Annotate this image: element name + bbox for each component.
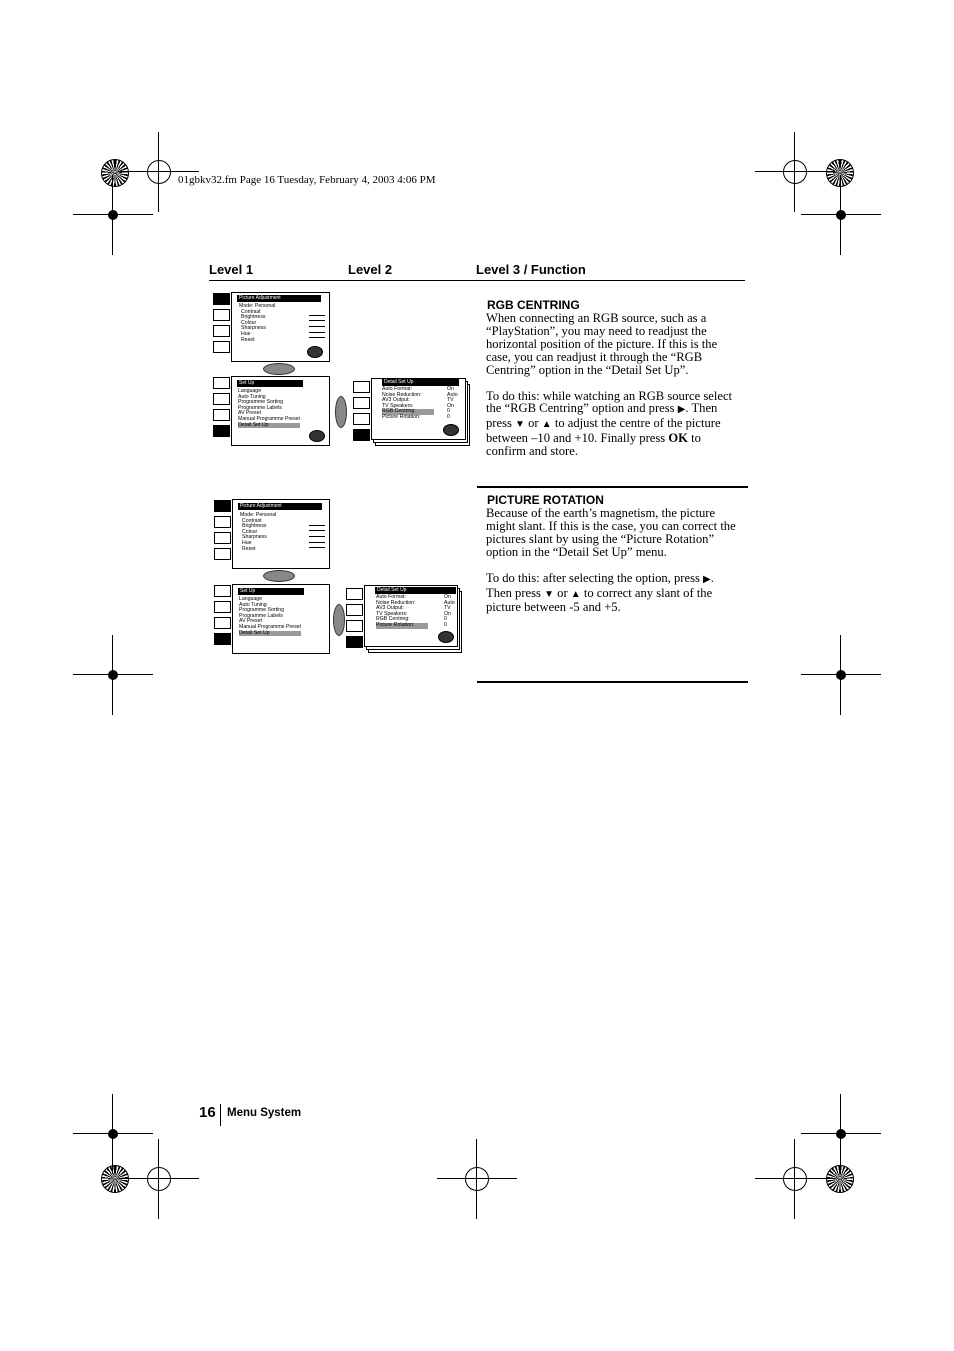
menu-value: Auto — [447, 391, 458, 398]
level-header — [209, 262, 745, 281]
down-arrow-icon: ▼ — [515, 419, 525, 431]
text-run: or — [557, 585, 568, 600]
menu-tabs — [213, 377, 231, 441]
menu-list — [239, 304, 275, 343]
menu-item: Colour — [241, 319, 257, 326]
crosshair-icon — [829, 663, 853, 687]
ok-button-icon — [443, 424, 459, 436]
picture-rotation-text — [486, 507, 738, 614]
slider-bar — [309, 536, 325, 537]
paragraph: Because of the earth’s magnetism, the picture might slant. If this is the case, you can correct the pictures slant by using the “Picture Rotation” option in the “Detail Set Up” menu. — [486, 506, 736, 559]
menu-tabs — [346, 588, 364, 652]
footer-label: Menu System — [227, 1107, 302, 1119]
picture-icon — [213, 377, 230, 389]
right-arrow-icon: ▶ — [677, 404, 686, 416]
text-run: . Then press — [486, 570, 714, 600]
menu-item: Noise Reduction: — [382, 391, 422, 398]
text-run: or — [528, 416, 539, 431]
timer-icon — [346, 620, 363, 632]
sound-icon — [213, 393, 230, 405]
menu-item: Brightness — [241, 314, 266, 321]
menu-item: Picture Rotation: — [376, 623, 428, 629]
menu-value: 0 — [447, 413, 450, 420]
menu-tabs — [353, 381, 371, 445]
menu-item: Contrast — [241, 308, 261, 315]
timer-icon — [213, 325, 230, 337]
menu-item: TV Speakers: — [376, 610, 408, 617]
text-run: . Then press — [486, 401, 718, 431]
menu-values — [444, 595, 455, 629]
registration-starburst-icon — [101, 159, 129, 187]
menu-item: Language — [239, 596, 263, 602]
up-arrow-icon: ▲ — [541, 419, 552, 431]
picture-icon — [353, 381, 370, 393]
crosshair-icon — [147, 160, 171, 184]
menu-item: AV3 Output: — [382, 397, 410, 404]
page-number: 16 — [199, 1104, 216, 1121]
detail-menu — [364, 585, 458, 647]
slider-bar — [309, 332, 325, 333]
menu-item: Mode: Personal — [239, 303, 276, 309]
right-arrow-icon: ▶ — [703, 573, 711, 585]
menu-item: Sharpness — [242, 534, 267, 541]
level3-label: Level 3 / Function — [476, 262, 586, 277]
crosshair-icon — [783, 160, 807, 184]
level1-label: Level 1 — [209, 262, 254, 277]
menu-item: AV3 Output: — [376, 605, 404, 612]
up-arrow-icon: ▲ — [570, 588, 581, 600]
paragraph — [486, 390, 738, 459]
crosshair-icon — [465, 1167, 489, 1191]
sound-icon — [214, 601, 231, 613]
menu-title: Detail Set Up — [375, 587, 456, 594]
menu-value: On — [447, 386, 454, 392]
picture-menu — [232, 499, 330, 569]
menu-item: Hue — [241, 330, 251, 337]
sound-icon — [213, 309, 230, 321]
menu-value: On — [444, 610, 451, 617]
menu-tabs — [213, 293, 231, 357]
menu-title: Detail Set Up — [382, 379, 459, 386]
menu-item: Auto Tuning — [238, 393, 266, 400]
remote-joystick-icon — [263, 570, 295, 582]
remote-joystick-icon — [263, 363, 295, 375]
menu-list — [382, 387, 434, 421]
ok-button-icon — [307, 346, 323, 358]
menu-value: On — [447, 402, 454, 409]
menu-item: Language — [238, 388, 262, 394]
menu-item: AV Preset — [238, 410, 261, 417]
menu-value: 0 — [444, 616, 447, 623]
menu-values — [447, 387, 458, 421]
menu-item: AV Preset — [239, 618, 262, 625]
rgb-centring-title: RGB CENTRING — [487, 298, 580, 312]
picture-icon — [213, 293, 230, 305]
menu-item: Auto Tuning — [239, 601, 267, 608]
menu-item: Programme Labels — [238, 404, 282, 411]
menu-title: Picture Adjustment — [237, 295, 321, 302]
text-run: to correct any slant of the picture between -5 and +5. — [486, 585, 713, 615]
menu-item: Brightness — [242, 523, 267, 530]
menu-item: Programme Sorting — [238, 399, 283, 406]
setup-icon — [353, 429, 370, 441]
menu-item: Picture Rotation: — [382, 413, 421, 420]
setup-icon — [213, 425, 230, 437]
slider-bar — [309, 326, 325, 327]
remote-joystick-icon — [333, 604, 345, 636]
menu-item: Manual Programme Preset — [239, 623, 301, 630]
picture-icon — [214, 585, 231, 597]
detail-menu — [371, 378, 466, 440]
slider-bar — [309, 547, 325, 548]
crosshair-icon — [829, 203, 853, 227]
picture-rotation-title: PICTURE ROTATION — [487, 493, 604, 507]
menu-value: TV — [447, 397, 454, 404]
menu-item: Mode: Personal — [240, 512, 277, 518]
picture-icon — [346, 588, 363, 600]
setup-icon — [213, 341, 230, 353]
menu-list — [238, 389, 300, 428]
section-divider — [477, 486, 748, 488]
menu-list — [239, 597, 301, 636]
menu-list — [240, 513, 276, 552]
paragraph: When connecting an RGB source, such as a “PlayStation”, you may need to readjust the horizontal position of the picture. If this is the case, you can readjust it through the “RGB Centring” option in the “Detail Set Up”. — [486, 311, 718, 377]
timer-icon — [353, 413, 370, 425]
rgb-centring-text — [486, 312, 738, 458]
setup-icon — [214, 633, 231, 645]
menu-item: Noise Reduction: — [376, 599, 416, 606]
crosshair-icon — [101, 1122, 125, 1146]
menu-item: Reset — [242, 545, 256, 552]
ok-label: OK — [668, 431, 688, 446]
slider-bar — [309, 337, 325, 338]
menu-value: 0 — [444, 621, 447, 628]
text-run: To do this: after selecting the option, press — [486, 570, 700, 585]
section-divider — [477, 681, 748, 683]
setup-icon — [214, 548, 231, 560]
menu-value: 0 — [447, 408, 450, 415]
menu-item: Colour — [242, 528, 258, 535]
crosshair-icon — [101, 663, 125, 687]
file-header: 01gbkv32.fm Page 16 Tuesday, February 4, 2003 4:06 PM — [178, 174, 436, 186]
text-run: To do this: while watching an RGB source select the “RGB Centring” option and press — [486, 388, 733, 416]
text-run: to confirm and store. — [486, 431, 701, 459]
paragraph — [486, 572, 738, 615]
menu-list — [376, 595, 428, 629]
menu-item: Auto Format: — [376, 594, 406, 600]
sound-icon — [346, 604, 363, 616]
timer-icon — [214, 532, 231, 544]
slider-bar — [309, 315, 325, 316]
slider-bar — [309, 320, 325, 321]
menu-item: RGB Centring: — [376, 616, 410, 623]
footer-divider — [220, 1104, 221, 1126]
menu-item: Programme Labels — [239, 612, 283, 619]
sound-icon — [353, 397, 370, 409]
menu-tabs — [214, 585, 232, 649]
menu-tabs — [214, 500, 232, 564]
slider-bar — [309, 530, 325, 531]
menu-item: Detail Set Up — [239, 631, 301, 637]
remote-joystick-icon — [335, 396, 347, 428]
timer-icon — [214, 617, 231, 629]
menu-title: Set Up — [237, 380, 303, 387]
crosshair-icon — [147, 1167, 171, 1191]
crosshair-icon — [783, 1167, 807, 1191]
setup-menu — [231, 376, 330, 446]
text-run: to adjust the centre of the picture between –10 and +10. Finally press — [486, 416, 721, 446]
crosshair-icon — [829, 1122, 853, 1146]
menu-title: Set Up — [238, 588, 304, 595]
menu-item: Detail Set Up — [238, 423, 300, 429]
menu-item: Sharpness — [241, 325, 266, 332]
picture-icon — [214, 500, 231, 512]
registration-starburst-icon — [101, 1165, 129, 1193]
menu-title: Picture Adjustment — [238, 503, 322, 510]
picture-menu — [231, 292, 330, 362]
menu-item: Programme Sorting — [239, 607, 284, 614]
timer-icon — [213, 409, 230, 421]
setup-menu — [232, 584, 330, 654]
menu-item: Reset — [241, 336, 255, 343]
sound-icon — [214, 516, 231, 528]
crosshair-icon — [101, 203, 125, 227]
slider-bar — [309, 525, 325, 526]
menu-item: Contrast — [242, 517, 262, 524]
down-arrow-icon: ▼ — [544, 588, 554, 600]
ok-button-icon — [309, 430, 325, 442]
menu-item: Auto Format: — [382, 386, 412, 392]
menu-value: TV — [444, 605, 451, 612]
setup-icon — [346, 636, 363, 648]
menu-item: Manual Programme Preset — [238, 415, 300, 422]
menu-value: Auto — [444, 599, 455, 606]
menu-item: Hue — [242, 539, 252, 546]
ok-button-icon — [438, 631, 454, 643]
menu-item: RGB Centring: — [382, 409, 434, 415]
level2-label: Level 2 — [348, 262, 393, 277]
menu-value: On — [444, 594, 451, 600]
menu-item: TV Speakers: — [382, 402, 414, 409]
slider-bar — [309, 542, 325, 543]
